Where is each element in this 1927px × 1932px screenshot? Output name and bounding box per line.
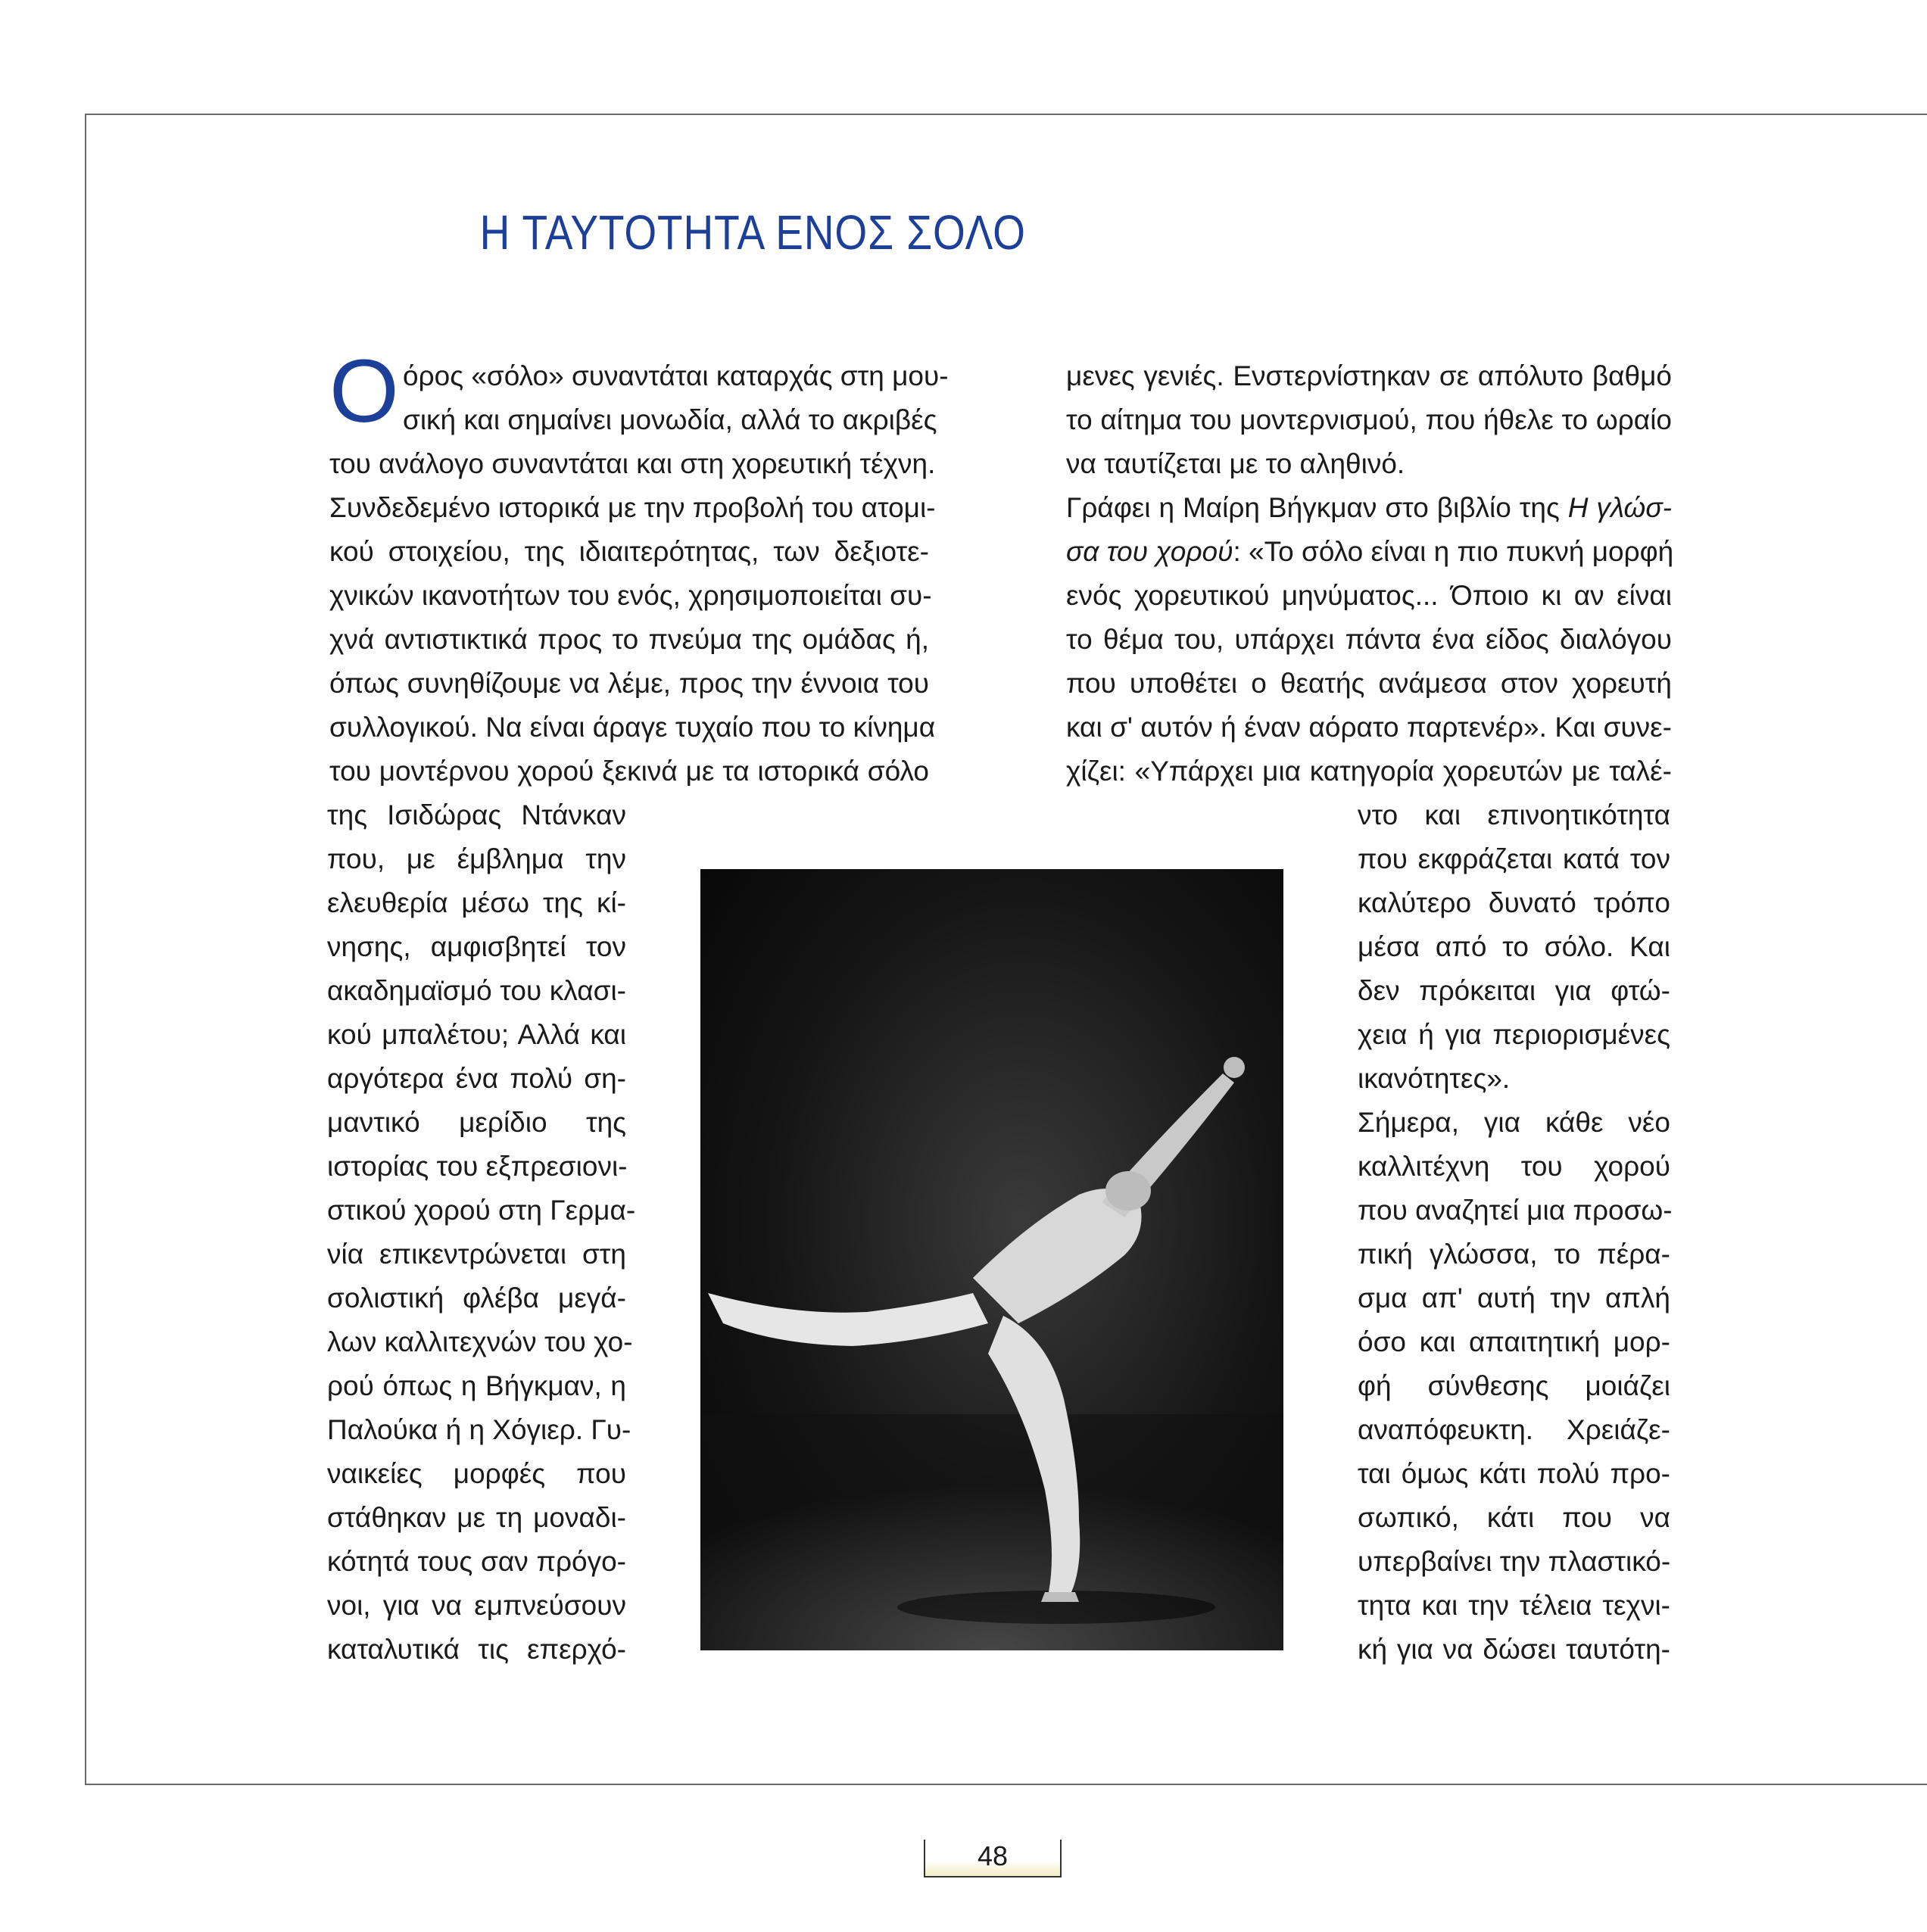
text-line: όπως συνηθίζουμε να λέμε, προς την έννοια του (329, 668, 929, 699)
text-line: σολιστική φλέβα μεγά- (327, 1282, 626, 1313)
drop-cap: Ο (329, 341, 399, 441)
text-line: και σ' αυτόν ή έναν αόρατο παρτενέρ». Και συνε- (1066, 712, 1672, 743)
text-line: κού στοιχείου, της ιδιαιτερότητας, των δεξιοτε- (329, 536, 929, 567)
text-line: το αίτημα του μοντερνισμού, που ήθελε το ωραίο (1066, 404, 1672, 435)
text-line: που, με έμβλημα την (327, 843, 626, 874)
page-title: Η ΤΑΥΤΟΤΗΤΑ ΕΝΟΣ ΣΟΛΟ (479, 205, 1026, 260)
text-line: πική γλώσσα, το πέρα- (1358, 1239, 1670, 1270)
text-line: κή για να δώσει ταυτότη- (1358, 1634, 1670, 1665)
text-line: σμα απ' αυτή την απλή (1358, 1282, 1670, 1313)
text-line: Γράφει η Μαίρη Βήγκμαν στο βιβλίο της Η γλώσ- (1066, 492, 1672, 523)
left-column-top (403, 354, 949, 442)
right-column-top (1066, 354, 1672, 793)
page-number: 48 (924, 1840, 1062, 1877)
text-line: λων καλλιτεχνών του χο- (327, 1326, 633, 1357)
text-line: καλύτερο δυνατό τρόπο (1358, 887, 1670, 918)
text-line: που αναζητεί μια προσω- (1358, 1195, 1673, 1226)
text-line: μενες γενιές. Ενστερνίστηκαν σε απόλυτο βαθμό (1066, 360, 1672, 391)
text-line: στικού χορού στη Γερμα- (327, 1195, 636, 1226)
text-line: ναικείες μορφές που (327, 1458, 626, 1489)
text-line: όσο και απαιτητική μορ- (1358, 1326, 1670, 1357)
left-column-narrow (327, 793, 636, 1672)
text-line: που εκφράζεται κατά τον (1358, 843, 1670, 874)
left-column-wide (329, 442, 936, 793)
text-line: σωπικό, κάτι που να (1358, 1502, 1670, 1533)
text-line: υπερβαίνει την πλαστικό- (1358, 1546, 1671, 1577)
text-line: που υποθέτει ο θεατής ανάμεσα στον χορευτή (1066, 668, 1672, 699)
dancer-photo (700, 869, 1283, 1650)
text-line: Σήμερα, για κάθε νέο (1358, 1107, 1670, 1138)
text-line: συλλογικού. Να είναι άραγε τυχαίο που το κίνημα (329, 712, 936, 743)
text-line: καταλυτικά τις επερχό- (327, 1634, 626, 1665)
text-line: ται όμως κάτι πολύ προ- (1358, 1458, 1670, 1489)
text-line: νησης, αμφισβητεί τον (327, 931, 626, 962)
text-line: ενός χορευτικού μηνύματος... Όποιο κι αν είναι (1066, 580, 1672, 611)
text-line: δεν πρόκειται για φτώ- (1358, 975, 1670, 1006)
text-line: Συνδεδεμένο ιστορικά με την προβολή του ατομι- (329, 492, 936, 523)
text-line: νία επικεντρώνεται στη (327, 1239, 626, 1270)
text-line: σα του χορού: «Το σόλο είναι η πιο πυκνή μορφή (1066, 536, 1674, 567)
text-line: χνά αντιστικτικά προς το πνεύμα της ομάδας ή, (329, 624, 929, 655)
text-line: φή σύνθεσης μοιάζει (1358, 1370, 1670, 1401)
text-line: ακαδημαϊσμό του κλασι- (327, 975, 626, 1006)
text-line: αργότερα ένα πολύ ση- (327, 1063, 626, 1094)
text-line: να ταυτίζεται με το αληθινό. (1066, 448, 1405, 479)
text-line: σική και σημαίνει μονωδία, αλλά το ακριβές (403, 404, 937, 435)
text-line: νοι, για να εμπνεύσουν (327, 1590, 626, 1621)
dancer-figure (700, 869, 1283, 1650)
text-line: όρος «σόλο» συναντάται καταρχάς στη μου- (403, 360, 949, 391)
text-line: χίζει: «Υπάρχει μια κατηγορία χορευτών με ταλέ- (1066, 756, 1672, 787)
text-line: στάθηκαν με τη μοναδι- (327, 1502, 626, 1533)
text-line: μέσα από το σόλο. Και (1358, 931, 1670, 962)
text-line: χεια ή για περιορισμένες (1358, 1019, 1670, 1050)
text-line: ελευθερία μέσω της κί- (327, 887, 626, 918)
text-line: Παλούκα ή η Χόγιερ. Γυ- (327, 1414, 631, 1445)
text-line: της Ισιδώρας Ντάνκαν (327, 799, 626, 830)
text-line: του μοντέρνου χορού ξεκινά με τα ιστορικά σόλο (329, 756, 929, 787)
text-line: κού μπαλέτου; Αλλά και (327, 1019, 626, 1050)
text-line: ιστορίας του εξπρεσιονι- (327, 1151, 628, 1182)
text-line: το θέμα του, υπάρχει πάντα ένα είδος διαλόγου (1066, 624, 1672, 655)
text-line: ρού όπως η Βήγκμαν, η (327, 1370, 626, 1401)
right-column-narrow (1358, 793, 1673, 1672)
text-line: αναπόφευκτη. Χρειάζε- (1358, 1414, 1670, 1445)
text-line: τητα και την τέλεια τεχνι- (1358, 1590, 1670, 1621)
text-line: χνικών ικανοτήτων του ενός, χρησιμοποιείται συ- (329, 580, 932, 611)
text-line: ντο και επινοητικότητα (1358, 799, 1670, 830)
text-line: μαντικό μερίδιο της (327, 1107, 626, 1138)
text-line: κότητά τους σαν πρόγο- (327, 1546, 626, 1577)
text-line: του ανάλογο συναντάται και στη χορευτική τέχνη. (329, 448, 936, 479)
text-line: καλλιτέχνη του χορού (1358, 1151, 1670, 1182)
text-line: ικανότητες». (1358, 1063, 1511, 1094)
